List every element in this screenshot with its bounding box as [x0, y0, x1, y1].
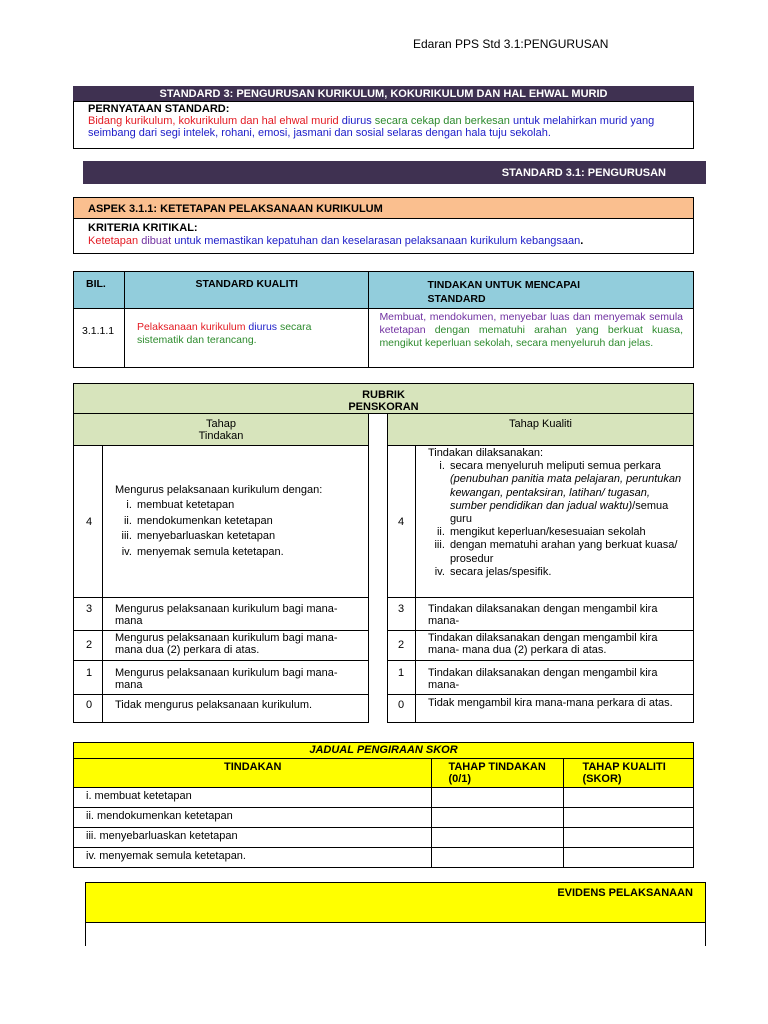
- tahap-kualiti-cell[interactable]: [564, 848, 694, 868]
- kualiti-score-0: 0: [388, 695, 416, 723]
- evidens-title: EVIDENS PELAKSANAAN: [85, 882, 706, 923]
- pernyataan-seg1: Bidang kurikulum, kokurikulum dan hal ehwal murid: [88, 115, 339, 127]
- kualiti-list-4: [428, 460, 685, 579]
- list-item: i. membuat ketetapan: [135, 498, 364, 514]
- tahap-kualiti-cell[interactable]: [564, 788, 694, 808]
- list-item: [448, 460, 685, 526]
- pernyataan-label: PERNYATAAN STANDARD:: [88, 103, 230, 115]
- kualiti-desc-0: Tidak mengambil kira mana-mana perkara di atas.: [415, 695, 693, 723]
- kualiti-desc-4: [415, 446, 693, 598]
- pernyataan-seg2: diurus: [338, 115, 372, 127]
- jadual-row-label: ii. mendokumenkan ketetapan: [74, 808, 432, 828]
- jadual-skor-table: [73, 742, 694, 868]
- col-header-tindakan: TINDAKAN UNTUK MENCAPAI STANDARD: [369, 272, 694, 309]
- pernyataan-seg3: secara cekap dan berkesan: [371, 115, 510, 127]
- standard-kualiti-table: [73, 271, 694, 368]
- tahap-tindakan-cell[interactable]: [432, 788, 564, 808]
- tahap-kualiti-cell[interactable]: [564, 808, 694, 828]
- tindakan-score-4: 4: [74, 446, 103, 598]
- tindakan-intro-4: Mengurus pelaksanaan kurikulum dengan:: [114, 483, 323, 496]
- standard3-statement-box: [73, 101, 694, 149]
- jadual-header-tahap-kualiti: TAHAP KUALITI (SKOR): [564, 759, 694, 788]
- tahap-kualiti-table: [387, 413, 694, 723]
- list-item: iv. secara jelas/spesifik.: [448, 566, 685, 579]
- standard31-title: STANDARD 3.1: PENGURUSAN: [83, 161, 706, 184]
- tindakan-desc-3: Mengurus pelaksanaan kurikulum bagi mana-mana: [102, 598, 368, 631]
- std-seg1: Pelaksanaan kurikulum: [136, 321, 246, 333]
- jadual-title: JADUAL PENGIRAAN SKOR: [74, 743, 694, 759]
- pernyataan-seg4: untuk melahirkan murid yang seimbang dari segi intelek, rohani, emosi, jasmani dan sosial selaras dengan hala tuju sekolah.: [88, 115, 655, 139]
- aspek-title: ASPEK 3.1.1: KETETAPAN PELAKSANAAN KURIKULUM: [73, 197, 694, 219]
- page-header: Edaran PPS Std 3.1:PENGURUSAN: [413, 37, 609, 51]
- tahap-tindakan-header: Tahap Tindakan: [74, 414, 369, 446]
- kualiti-intro-4: Tindakan dilaksanakan:: [427, 447, 544, 459]
- bil-cell: 3.1.1.1: [74, 309, 125, 368]
- list-item: iii. menyebarluaskan ketetapan: [135, 529, 364, 545]
- list-item: iii. dengan mematuhi arahan yang berkuat kuasa/ prosedur: [448, 539, 685, 565]
- kualiti-score-3: 3: [388, 598, 416, 631]
- tahap-tindakan-cell[interactable]: [432, 808, 564, 828]
- kualiti-item1-text: secara menyeluruh meliputi semua perkara: [449, 460, 661, 473]
- kualiti-desc-3: Tindakan dilaksanakan dengan mengambil kira mana-: [415, 598, 693, 631]
- kriteria-seg4: .: [580, 235, 584, 247]
- kualiti-score-4: 4: [388, 446, 416, 598]
- std-seg3: secara sistematik dan terancang.: [136, 321, 312, 346]
- jadual-row-label: i. membuat ketetapan: [74, 788, 432, 808]
- kriteria-seg1: Ketetapan: [88, 235, 139, 247]
- evidens-box[interactable]: [85, 922, 706, 946]
- tahap-tindakan-cell[interactable]: [432, 828, 564, 848]
- list-item: ii. mengikut keperluan/kesesuaian sekolah: [448, 526, 685, 539]
- col-header-standard-kualiti: STANDARD KUALITI: [124, 272, 368, 309]
- tin-seg2: dengan mematuhi arahan yang berkuat kuasa, mengikut keperluan sekolah, secara menyeluruh dan jelas.: [379, 324, 683, 349]
- standard-kualiti-cell: [124, 309, 368, 368]
- kualiti-desc-2: Tindakan dilaksanakan dengan mengambil kira mana- mana dua (2) perkara di atas.: [415, 631, 693, 661]
- jadual-row-label: iii. menyebarluaskan ketetapan: [74, 828, 432, 848]
- tindakan-cell: [369, 309, 694, 368]
- pernyataan-text: [88, 115, 679, 139]
- tahap-tindakan-table: [73, 413, 369, 723]
- kualiti-score-2: 2: [388, 631, 416, 661]
- tahap-kualiti-cell[interactable]: [564, 828, 694, 848]
- tahap-tindakan-cell[interactable]: [432, 848, 564, 868]
- std-seg2: diurus: [245, 321, 278, 333]
- list-item: iv. menyemak semula ketetapan.: [135, 545, 364, 561]
- tindakan-score-0: 0: [74, 695, 103, 723]
- tin-seg1: Membuat, mendokumen, menyebar luas dan menyemak semula ketetapan: [379, 311, 683, 336]
- col-header-bil: BIL.: [74, 272, 125, 309]
- rubrik-title: RUBRIK PENSKORAN: [73, 383, 694, 414]
- jadual-row-label: iv. menyemak semula ketetapan.: [74, 848, 432, 868]
- kriteria-box: [73, 218, 694, 254]
- kriteria-seg3: untuk memastikan kepatuhan dan keselarasan pelaksanaan kurikulum kebangsaan: [171, 235, 581, 247]
- tindakan-score-1: 1: [74, 661, 103, 695]
- tindakan-desc-2: Mengurus pelaksanaan kurikulum bagi mana-mana dua (2) perkara di atas.: [102, 631, 368, 661]
- list-item: ii. mendokumenkan ketetapan: [135, 514, 364, 530]
- tindakan-score-2: 2: [74, 631, 103, 661]
- tindakan-score-3: 3: [74, 598, 103, 631]
- kriteria-label: KRITERIA KRITIKAL:: [88, 222, 198, 234]
- jadual-header-tahap-tindakan: TAHAP TINDAKAN (0/1): [432, 759, 564, 788]
- tahap-kualiti-header: Tahap Kualiti: [388, 414, 694, 446]
- kualiti-item1-italic: (penubuhan panitia mata pelajaran, peruntukan kewangan, pentaksiran, latihan/ tugasan, sumber pendidikan dan jadual waktu): [449, 473, 682, 512]
- tindakan-desc-0: Tidak mengurus pelaksanaan kurikulum.: [102, 695, 368, 723]
- standard3-title: STANDARD 3: PENGURUSAN KURIKULUM, KOKURIKULUM DAN HAL EHWAL MURID: [73, 86, 694, 102]
- tindakan-list-4: [115, 498, 364, 560]
- jadual-header-tindakan: TINDAKAN: [74, 759, 432, 788]
- kriteria-seg2: dibuat: [138, 235, 172, 247]
- kualiti-item1-tail: /semua guru: [449, 499, 669, 526]
- tindakan-desc-4: [102, 446, 368, 598]
- kriteria-text: [88, 235, 679, 248]
- tindakan-desc-1: Mengurus pelaksanaan kurikulum bagi mana-mana: [102, 661, 368, 695]
- kualiti-score-1: 1: [388, 661, 416, 695]
- kualiti-desc-1: Tindakan dilaksanakan dengan mengambil kira mana-: [415, 661, 693, 695]
